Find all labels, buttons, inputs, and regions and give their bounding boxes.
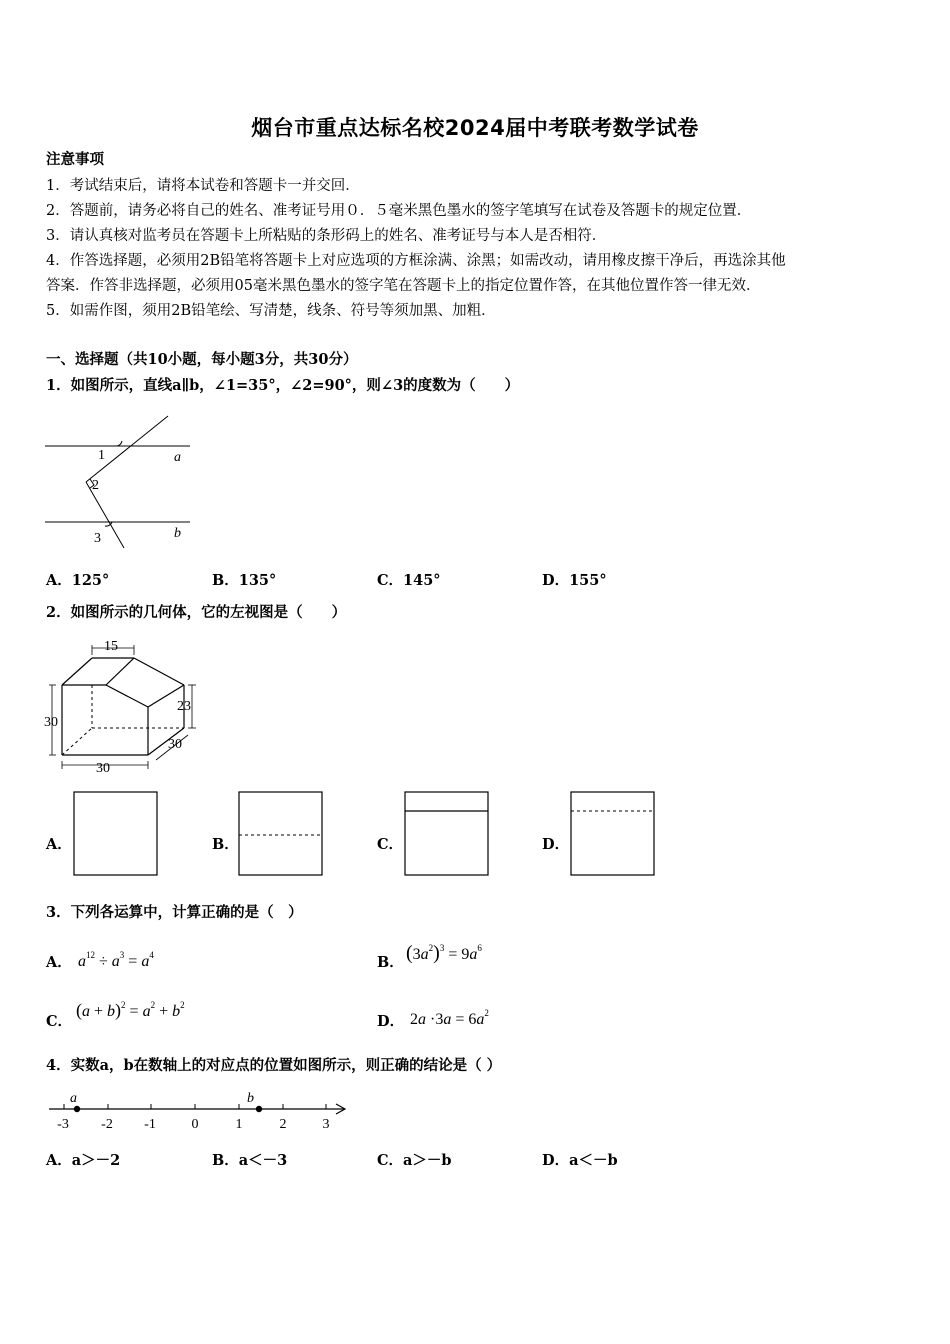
notice-item-1: 1．考试结束后，请将本试卷和答题卡一并交回． bbox=[46, 178, 360, 194]
q1-option-a[interactable]: A．125° bbox=[46, 572, 110, 589]
q2-option-b[interactable]: B． bbox=[212, 836, 239, 853]
q3-option-a[interactable]: A． bbox=[46, 954, 72, 971]
q4-point-a: a bbox=[70, 1091, 77, 1106]
q4-stem: 4．实数a，b在数轴上的对应点的位置如图所示，则正确的结论是（ ） bbox=[46, 1057, 502, 1074]
notice-item-5: 5．如需作图，须用2B铅笔绘、写清楚，线条、符号等须加黑、加粗． bbox=[46, 303, 496, 319]
q4-point-b: b bbox=[247, 1091, 254, 1106]
q2-figure bbox=[40, 635, 210, 775]
q2-stem: 2．如图所示的几何体，它的左视图是（ ） bbox=[46, 604, 347, 621]
q4-tick-label: 3 bbox=[322, 1117, 330, 1132]
q3-option-b-expr[interactable]: $(3a^2)^3 = 9a^6$ bbox=[406, 942, 482, 964]
q4-option-d[interactable]: D．a＜－b bbox=[542, 1152, 618, 1169]
notice-item-3: 3．请认真核对监考员在答题卡上所粘贴的条形码上的姓名、准考证号与本人是否相符． bbox=[46, 228, 607, 244]
q1-label-b: b bbox=[174, 526, 181, 541]
notice-item-2: 2．答题前，请务必将自己的姓名、准考证号用０．５毫米黑色墨水的签字笔填写在试卷及答题卡的规定位置． bbox=[46, 203, 752, 219]
q2-dim-30-width: 30 bbox=[96, 761, 110, 775]
q3-option-b[interactable]: B． bbox=[377, 954, 404, 971]
q1-label-2: 2 bbox=[92, 478, 99, 493]
q2-dim-23: 23 bbox=[177, 699, 191, 714]
q3-option-c-expr[interactable]: $(a + b)^2 = a^2 + b^2$ bbox=[76, 1000, 185, 1020]
page-title: 烟台市重点达标名校2024届中考联考数学试卷 bbox=[251, 116, 699, 140]
q1-figure bbox=[40, 410, 200, 555]
q4-tick-label: -3 bbox=[57, 1117, 69, 1132]
notice-item-4-cont: 答案．作答非选择题，必须用05毫米黑色墨水的签字笔在答题卡上的指定位置作答，在其他位置作答一律无效． bbox=[46, 278, 761, 294]
q3-option-c[interactable]: C． bbox=[46, 1013, 73, 1030]
q2-dim-30-height: 30 bbox=[44, 715, 58, 730]
q4-option-a[interactable]: A．a＞－2 bbox=[46, 1152, 121, 1169]
notice-heading: 注意事项 bbox=[46, 151, 104, 168]
q4-tick-label: -2 bbox=[101, 1117, 113, 1132]
q2-dim-15: 15 bbox=[104, 639, 118, 654]
q2-option-b-figure[interactable] bbox=[238, 791, 324, 877]
q2-option-a[interactable]: A． bbox=[46, 836, 72, 853]
q1-label-a: a bbox=[174, 450, 181, 465]
q1-label-3: 3 bbox=[94, 531, 101, 546]
q2-option-c[interactable]: C． bbox=[377, 836, 404, 853]
q2-option-d[interactable]: D． bbox=[542, 836, 570, 853]
q4-number-line bbox=[44, 1088, 354, 1136]
notice-item-4: 4．作答选择题，必须用2B铅笔将答题卡上对应选项的方框涂满、涂黑；如需改动，请用橡皮擦干净后，再选涂其他 bbox=[46, 253, 786, 269]
q2-option-a-figure[interactable] bbox=[73, 791, 159, 877]
q4-tick-label: -1 bbox=[144, 1117, 156, 1132]
q3-option-d[interactable]: D． bbox=[377, 1013, 405, 1030]
q4-tick-label: 0 bbox=[191, 1117, 199, 1132]
q1-label-1: 1 bbox=[98, 448, 105, 463]
q3-option-a-expr[interactable]: $a^{12} \div a^3 = a^4$ bbox=[78, 950, 154, 970]
q1-stem: 1．如图所示，直线a∥b，∠1=35°，∠2=90°，则∠3的度数为（ ） bbox=[46, 377, 520, 394]
q1-option-b[interactable]: B．135° bbox=[212, 572, 277, 589]
q2-option-c-figure[interactable] bbox=[404, 791, 490, 877]
q4-tick-label: 2 bbox=[279, 1117, 287, 1132]
q2-dim-30-depth: 30 bbox=[168, 737, 182, 752]
q1-option-d[interactable]: D．155° bbox=[542, 572, 607, 589]
section-heading: 一、选择题（共10小题，每小题3分，共30分） bbox=[46, 351, 358, 368]
q1-option-c[interactable]: C．145° bbox=[377, 572, 441, 589]
q2-option-d-figure[interactable] bbox=[570, 791, 656, 877]
q4-tick-label: 1 bbox=[235, 1117, 243, 1132]
q3-stem: 3．下列各运算中，计算正确的是（ ） bbox=[46, 904, 303, 921]
q4-option-b[interactable]: B．a＜－3 bbox=[212, 1152, 288, 1169]
q3-option-d-expr[interactable]: $2a \cdot 3a = 6a^2$ bbox=[410, 1008, 489, 1028]
q4-option-c[interactable]: C．a＞－b bbox=[377, 1152, 452, 1169]
